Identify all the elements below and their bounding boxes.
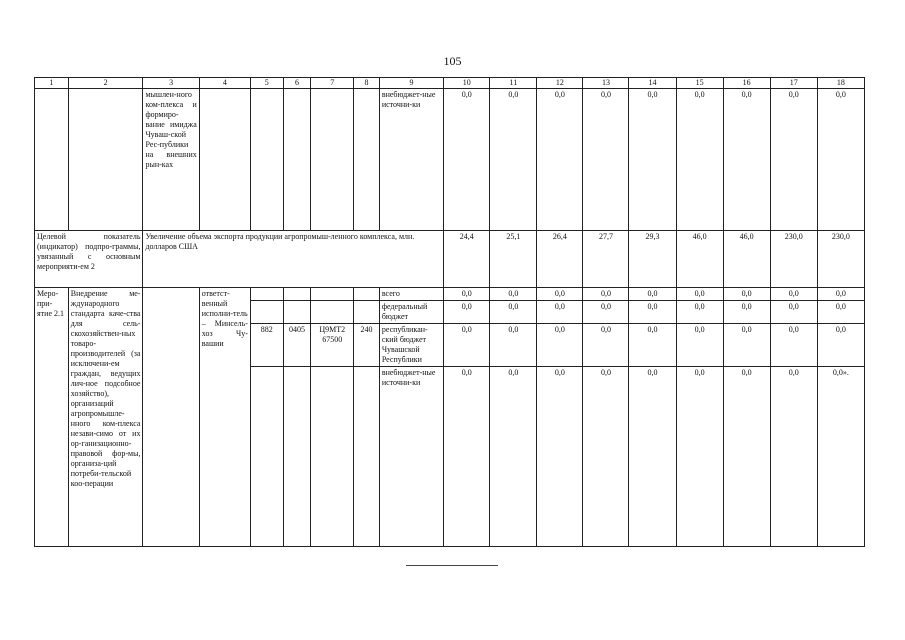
funding-source-cell: федеральный бюджет — [379, 301, 443, 324]
column-number-header: 6 — [283, 78, 311, 89]
value-cell: 0,0 — [723, 89, 770, 231]
value-cell: 230,0 — [817, 231, 864, 288]
value-cell: 29,3 — [629, 231, 676, 288]
value-cell: 0,0 — [537, 301, 583, 324]
value-cell: 27,7 — [583, 231, 629, 288]
value-cell: 25,1 — [490, 231, 537, 288]
value-cell: 46,0 — [676, 231, 723, 288]
column-number-header: 12 — [537, 78, 583, 89]
column-number-header: 9 — [379, 78, 443, 89]
value-cell: 0,0 — [770, 301, 817, 324]
value-cell: 0,0 — [676, 301, 723, 324]
column-number-header: 1 — [35, 78, 69, 89]
value-cell: 0,0 — [537, 367, 583, 547]
value-cell: 0,0 — [490, 89, 537, 231]
table-row — [35, 89, 865, 231]
value-cell: 0,0 — [629, 367, 676, 547]
value-cell: 0,0 — [490, 301, 537, 324]
code-cell: Ц9МТ2 67500 — [311, 324, 354, 367]
value-cell: 0,0 — [583, 89, 629, 231]
value-cell: 0,0 — [629, 301, 676, 324]
column-number-header: 14 — [629, 78, 676, 89]
column-number-header: 10 — [444, 78, 490, 89]
value-cell: 0,0 — [676, 367, 723, 547]
value-cell: 0,0 — [444, 301, 490, 324]
column-number-header: 7 — [311, 78, 354, 89]
funding-source-cell: республикан-ский бюджет Чувашской Республики — [379, 324, 443, 367]
responsible-executor: ответст-венный исполни-тель – Минсель-хоз Чу-вашии — [199, 288, 250, 547]
column-number-header: 5 — [250, 78, 283, 89]
value-cell: 0,0 — [723, 288, 770, 301]
value-cell: 0,0 — [817, 89, 864, 231]
value-cell: 230,0 — [770, 231, 817, 288]
value-cell: 0,0 — [583, 288, 629, 301]
value-cell: 0,0 — [770, 288, 817, 301]
value-cell: 0,0 — [723, 301, 770, 324]
value-cell: 0,0 — [583, 367, 629, 547]
measure-name: Внедрение ме-ждународного стандарта каче-ства для сель-скохозяйствен-ных товаро-производителей (за исключени-ем граждан, ведущих лич-ное подсобное хозяйство), организаций агропромышле-нного ком-плекса незави-симо от их ор-ганизационно-правовой фор-мы, организа-ций потреби-тельской коо-перации — [68, 288, 143, 547]
funding-source-cell: внебюджет-ные источни-ки — [379, 89, 443, 231]
column-number-header: 13 — [583, 78, 629, 89]
value-cell: 0,0 — [817, 288, 864, 301]
column-number-header: 18 — [817, 78, 864, 89]
value-cell: 0,0 — [490, 367, 537, 547]
column-number-row — [35, 78, 865, 89]
value-cell: 0,0 — [676, 324, 723, 367]
activity-text-cell: мышлен-ного ком-плекса и формиро-вание имиджа Чуваш-ской Рес-публики на внешних рын-ках — [143, 89, 199, 231]
funding-source-cell: всего — [379, 288, 443, 301]
value-cell: 0,0 — [770, 324, 817, 367]
value-cell: 0,0 — [817, 324, 864, 367]
value-cell: 0,0 — [444, 288, 490, 301]
value-cell: 0,0 — [444, 367, 490, 547]
measure-row-total — [35, 288, 865, 301]
value-cell: 0,0 — [770, 89, 817, 231]
value-cell: 0,0 — [583, 301, 629, 324]
value-cell: 24,4 — [444, 231, 490, 288]
value-cell: 0,0 — [629, 288, 676, 301]
value-cell: 0,0 — [629, 89, 676, 231]
measure-label: Меро-при-ятие 2.1 — [35, 288, 69, 547]
column-number-header: 3 — [143, 78, 199, 89]
value-cell: 0,0 — [676, 89, 723, 231]
value-cell: 0,0». — [817, 367, 864, 547]
column-number-header: 11 — [490, 78, 537, 89]
value-cell: 0,0 — [583, 324, 629, 367]
column-number-header: 17 — [770, 78, 817, 89]
code-cell: 882 — [250, 324, 283, 367]
code-cell: 0405 — [283, 324, 311, 367]
page-number: 105 — [443, 54, 462, 68]
value-cell: 0,0 — [490, 324, 537, 367]
column-number-header: 8 — [354, 78, 380, 89]
value-cell: 0,0 — [723, 367, 770, 547]
column-number-header: 2 — [68, 78, 143, 89]
value-cell: 0,0 — [676, 288, 723, 301]
value-cell: 0,0 — [444, 89, 490, 231]
target-indicator-label: Целевой показатель (индикатор) подпро-граммы, увязанный с основным мероприяти-ем 2 — [35, 231, 143, 288]
value-cell: 0,0 — [770, 367, 817, 547]
program-table — [34, 77, 865, 547]
column-number-header: 4 — [199, 78, 250, 89]
value-cell: 0,0 — [723, 324, 770, 367]
value-cell: 0,0 — [629, 324, 676, 367]
target-indicator-row — [35, 231, 865, 288]
footnote-separator-line — [406, 565, 498, 566]
column-number-header: 15 — [676, 78, 723, 89]
value-cell: 0,0 — [817, 301, 864, 324]
column-number-header: 16 — [723, 78, 770, 89]
funding-source-cell: внебюджет-ные источни-ки — [379, 367, 443, 547]
code-cell: 240 — [354, 324, 380, 367]
value-cell: 0,0 — [444, 324, 490, 367]
value-cell: 0,0 — [490, 288, 537, 301]
value-cell: 46,0 — [723, 231, 770, 288]
value-cell: 0,0 — [537, 288, 583, 301]
target-indicator-text: Увеличение объема экспорта продукции агропромыш-ленного комплекса, млн. долларов США — [143, 231, 444, 288]
value-cell: 0,0 — [537, 89, 583, 231]
value-cell: 26,4 — [537, 231, 583, 288]
value-cell: 0,0 — [537, 324, 583, 367]
